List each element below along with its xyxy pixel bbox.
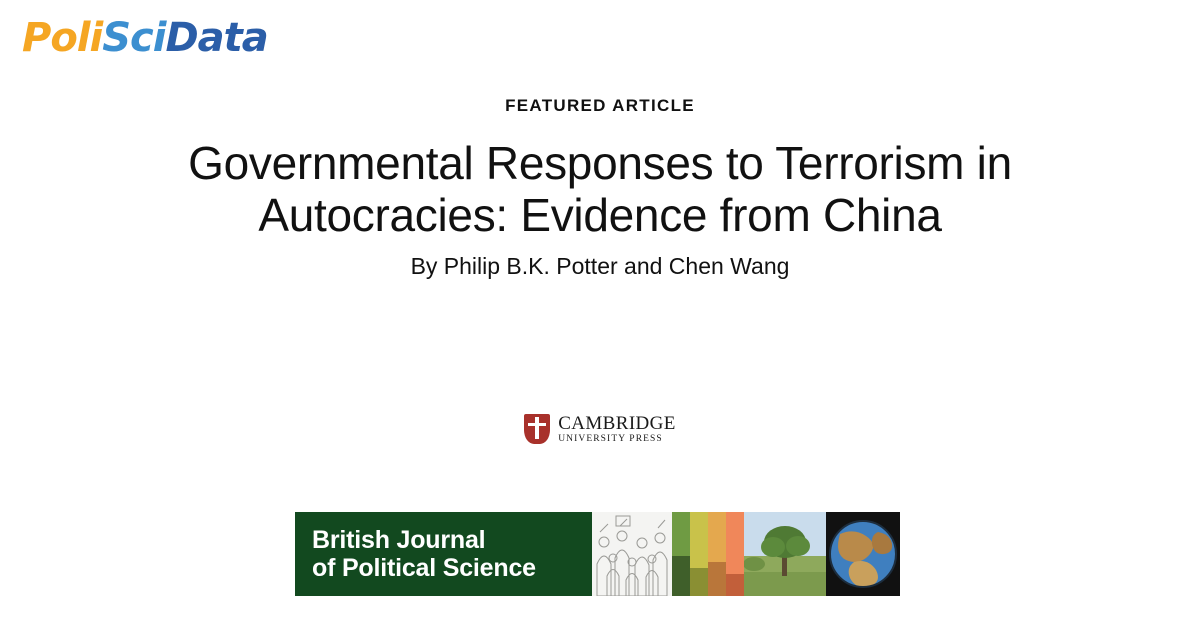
logo-segment-data: Data [165,15,268,61]
publisher-name: CAMBRIDGE [558,413,676,434]
journal-banner [295,512,900,596]
featured-label: FEATURED ARTICLE [505,96,695,115]
site-logo[interactable] [22,15,268,61]
globe-photo [826,512,900,596]
journal-title-block [295,512,592,596]
publisher-mark [0,414,1200,445]
logo-segment-sci: Sci [102,15,166,61]
crowd-illustration-icon [592,512,672,596]
cambridge-shield-icon [524,414,550,444]
article-header [0,96,1200,280]
journal-title-line-2: of Political Science [312,554,536,582]
publisher-subtitle: UNIVERSITY PRESS [558,433,663,444]
tree-photo [744,512,826,596]
logo-segment-poli: Poli [22,15,103,61]
page-title: Governmental Responses to Terrorism in Autocracies: Evidence from China [188,137,1012,241]
author-byline: By Philip B.K. Potter and Chen Wang [410,253,790,280]
journal-title-line-1: British Journal [312,526,486,554]
color-bars-graphic [672,512,744,596]
